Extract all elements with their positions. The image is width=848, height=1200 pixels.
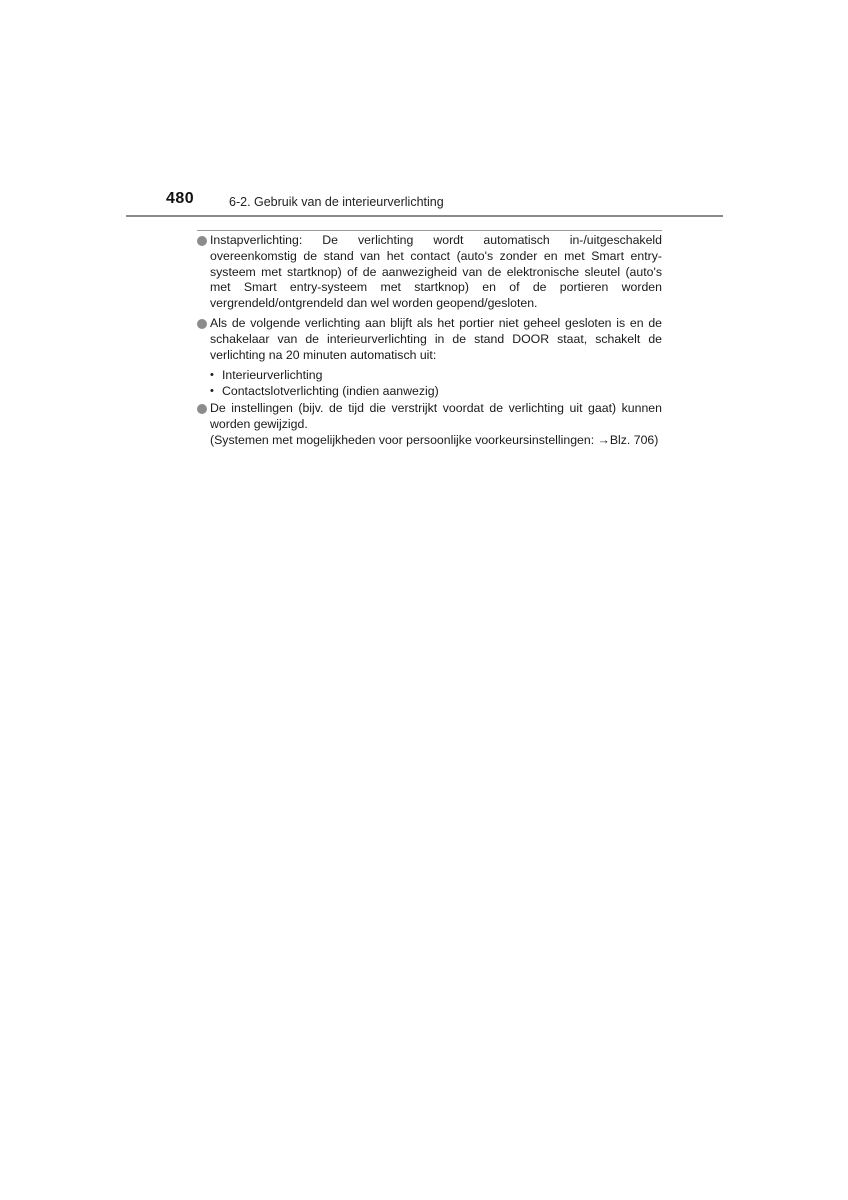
header-divider — [126, 215, 723, 217]
sub-list — [210, 368, 662, 400]
item-text: Instapverlichting: De verlichting wordt automatisch in-/uitgeschakeld overeenkomstig de stand van het contact (auto's zonder en met Smart entry-systeem met startknop) of de aanwezigheid van de elektronische sleutel (auto's met Smart entry-systeem met startknop) en of de portieren worden vergrendeld/ontgrendeld dan wel worden geopend/gesloten. — [210, 233, 662, 311]
section-title: 6-2. Gebruik van de interieurverlichting — [229, 195, 444, 209]
item-text: De instellingen (bijv. de tijd die verstrijkt voordat de verlichting uit gaat) kunnen worden gewijzigd. — [210, 400, 662, 431]
list-item — [197, 316, 662, 400]
bullet-circle-icon — [197, 236, 207, 246]
item-text: Als de volgende verlichting aan blijft als het portier niet geheel gesloten is en de schakelaar van de interieurverlichting in de stand DOOR staat, schakelt de verlichting na 20 minuten automatisch uit: — [210, 315, 662, 362]
list-item — [197, 233, 662, 312]
page-reference-note: (Systemen met mogelijkheden voor persoonlijke voorkeursinstellingen: →Blz. 706) — [210, 432, 659, 447]
content-divider — [197, 230, 662, 231]
bullet-circle-icon — [197, 404, 207, 414]
page-number: 480 — [166, 190, 195, 207]
sub-list-item: • Contactslotverlichting (indien aanwezig) — [210, 384, 662, 400]
list-item — [197, 401, 662, 448]
sub-list-item: • Interieurverlichting — [210, 368, 662, 384]
bullet-circle-icon — [197, 319, 207, 329]
content-body — [197, 233, 662, 448]
